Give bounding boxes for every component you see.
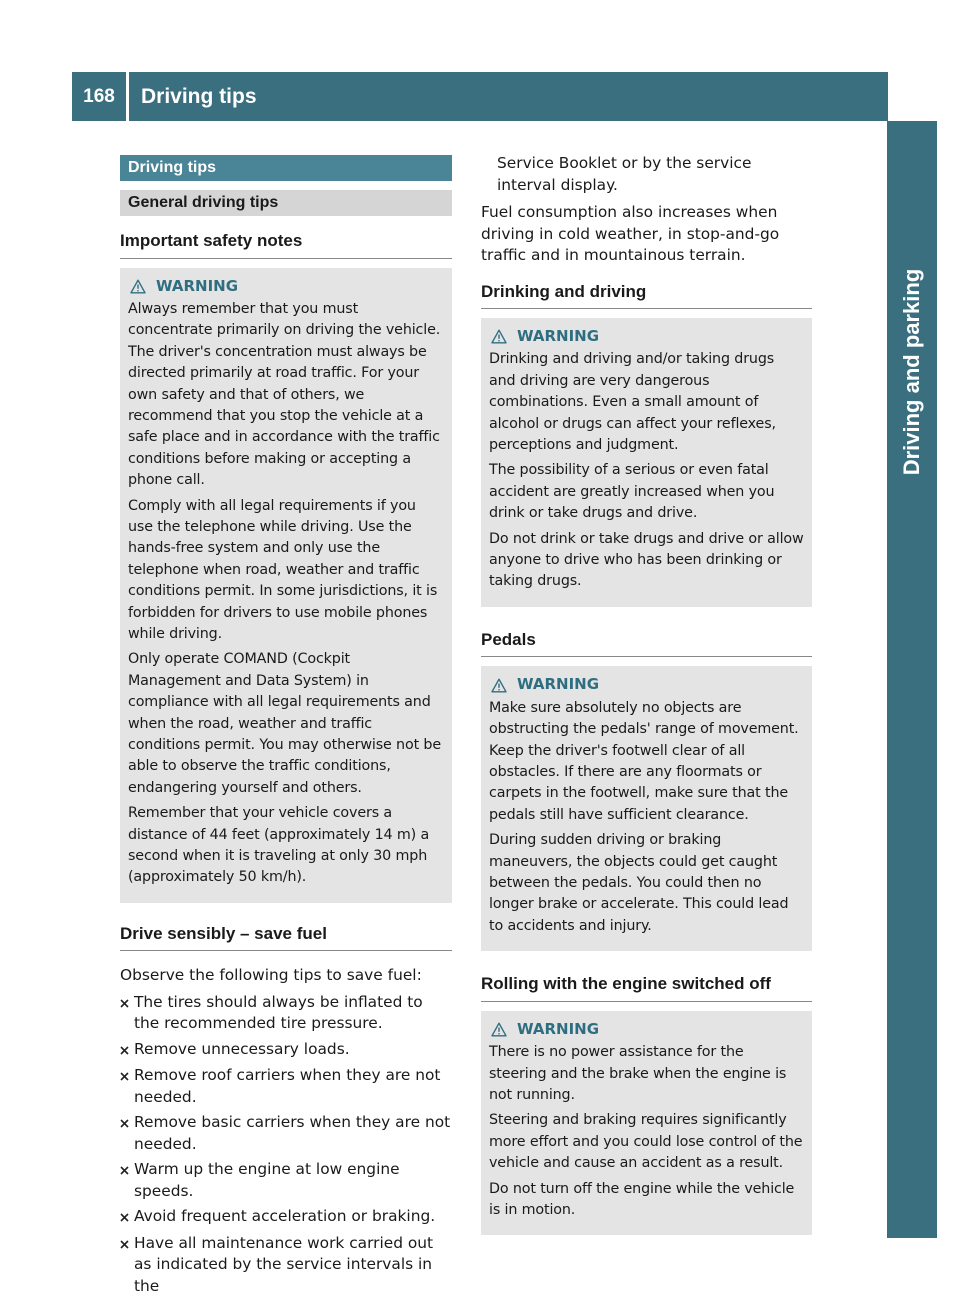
warning-box-safety: [120, 268, 452, 903]
warning-box-pedals: [481, 666, 812, 951]
bullet-x-icon: [120, 1213, 129, 1222]
list-item-text: Remove unnecessary loads.: [134, 1039, 350, 1058]
warning-paragraph: Do not drink or take drugs and drive or allow anyone to drive who has been drinking or taking drugs.: [489, 530, 804, 590]
list-item-text: The tires should always be inflated to the recommended tire pressure.: [134, 992, 423, 1033]
subsection-bar: General driving tips: [120, 190, 452, 216]
warning-label: WARNING: [156, 276, 239, 295]
list-item-text: Remove roof carriers when they are not needed.: [134, 1066, 441, 1106]
warning-paragraph: Drinking and driving and/or taking drugs and driving are very dangerous combinations. Even a small amount of alcohol or drugs can affect your reflexes, perceptions and judgment.: [489, 351, 776, 454]
warning-triangle-icon: [491, 329, 507, 344]
warning-triangle-icon: [491, 1022, 507, 1037]
warning-label: WARNING: [517, 675, 600, 694]
bullet-x-icon: [120, 1119, 129, 1128]
page-number: 168: [83, 86, 115, 107]
warning-label: WARNING: [517, 327, 600, 345]
list-item-text: Have all maintenance work carried out as indicated by the service intervals in the: [134, 1233, 434, 1295]
list-item: [120, 1233, 452, 1298]
warning-paragraph: Steering and braking requires significantly more effort and you could lose control of the vehicle and cause an accident as a result.: [489, 1112, 803, 1172]
warning-paragraph: The possibility of a serious or even fatal accident are greatly increased when you drink or take drugs and drive.: [489, 462, 775, 522]
warning-label: WARNING: [517, 1019, 600, 1038]
save-fuel-heading: Drive sensibly – save fuel: [120, 923, 452, 952]
warning-paragraph: During sudden driving or braking maneuvers, the objects could get caught between the pedals. You could then no longer brake or accelerate. This could lead to accidents and injury.: [489, 832, 789, 934]
warning-paragraph: Make sure absolutely no objects are obstructing the pedals' range of movement. Keep the driver's footwell clear of all obstacles. If there are any floormats or carpets in the footwell, make sure that the pedals still have sufficient clearance.: [489, 699, 799, 823]
service-continuation-text: Service Booklet or by the service interval display.: [497, 154, 752, 194]
pedals-heading: Pedals: [481, 629, 812, 658]
warning-header: [489, 326, 804, 347]
warning-paragraph: Only operate COMAND (Cockpit Management and Data System) in compliance with all legal requirements and when the road, weather and traffic conditions permit. You may otherwise not be able to observe the traffic conditions, endangering yourself and others.: [128, 651, 441, 796]
cold-weather-text: Fuel consumption also increases when driving in cold weather, in stop-and-go traffic and in mountainous terrain.: [481, 203, 780, 264]
warning-paragraph: Always remember that you must concentrate primarily on driving the vehicle. The driver's concentration must always be directed primarily at road traffic. For your own safety and that of others, we recommend that you stop the vehicle at a safe place and in accordance with the traffic conditions before making or accepting a phone call.: [128, 300, 441, 489]
warning-paragraph: There is no power assistance for the steering and the brake when the engine is not running.: [489, 1044, 787, 1103]
list-item-text: Warm up the engine at low engine speeds.: [134, 1160, 400, 1200]
section-bar: Driving tips: [120, 155, 452, 181]
bullet-x-icon: [120, 999, 129, 1008]
bullet-x-icon: [120, 1240, 129, 1249]
chapter-side-label: Driving and parking: [899, 268, 924, 476]
safety-notes-heading: Important safety notes: [120, 230, 452, 259]
rolling-engine-off-heading: Rolling with the engine switched off: [481, 973, 812, 1002]
list-item: [120, 1206, 452, 1229]
list-item: [120, 1039, 452, 1062]
list-item: [120, 1065, 452, 1108]
warning-box-rolling: [481, 1011, 812, 1236]
list-item-text: Avoid frequent acceleration or braking.: [134, 1207, 436, 1226]
warning-paragraph: Remember that your vehicle covers a distance of 44 feet (approximately 14 m) a second when it is traveling at only 30 mph (approximately 50 km/h).: [128, 805, 430, 886]
list-item: [120, 1112, 452, 1155]
warning-box-drinking: [481, 318, 812, 607]
bullet-x-icon: [120, 1046, 129, 1055]
save-fuel-intro: Observe the following tips to save fuel:: [120, 966, 422, 985]
list-item-text: Remove basic carriers when they are not needed.: [134, 1113, 451, 1153]
warning-header: [489, 1019, 804, 1040]
bullet-x-icon: [120, 1072, 129, 1081]
bullet-x-icon: [120, 1166, 129, 1175]
warning-triangle-icon: [130, 279, 146, 294]
warning-paragraph: Comply with all legal requirements if you use the telephone while driving. Use the hands-free system and only use the telephone when road, weather and traffic conditions permit. In some jurisdictions, it is forbidden for drivers to use mobile phones while driving.: [128, 497, 438, 642]
page-header-title: Driving tips: [141, 85, 257, 108]
warning-paragraph: Do not turn off the engine while the vehicle is in motion.: [489, 1180, 795, 1218]
right-column: [481, 0, 812, 1235]
drinking-driving-heading: Drinking and driving: [481, 281, 812, 310]
warning-triangle-icon: [491, 678, 507, 693]
warning-header: [489, 674, 804, 695]
list-item: [120, 992, 452, 1035]
list-item: [120, 1159, 452, 1202]
left-column: [120, 0, 452, 1301]
warning-header: [128, 276, 444, 297]
